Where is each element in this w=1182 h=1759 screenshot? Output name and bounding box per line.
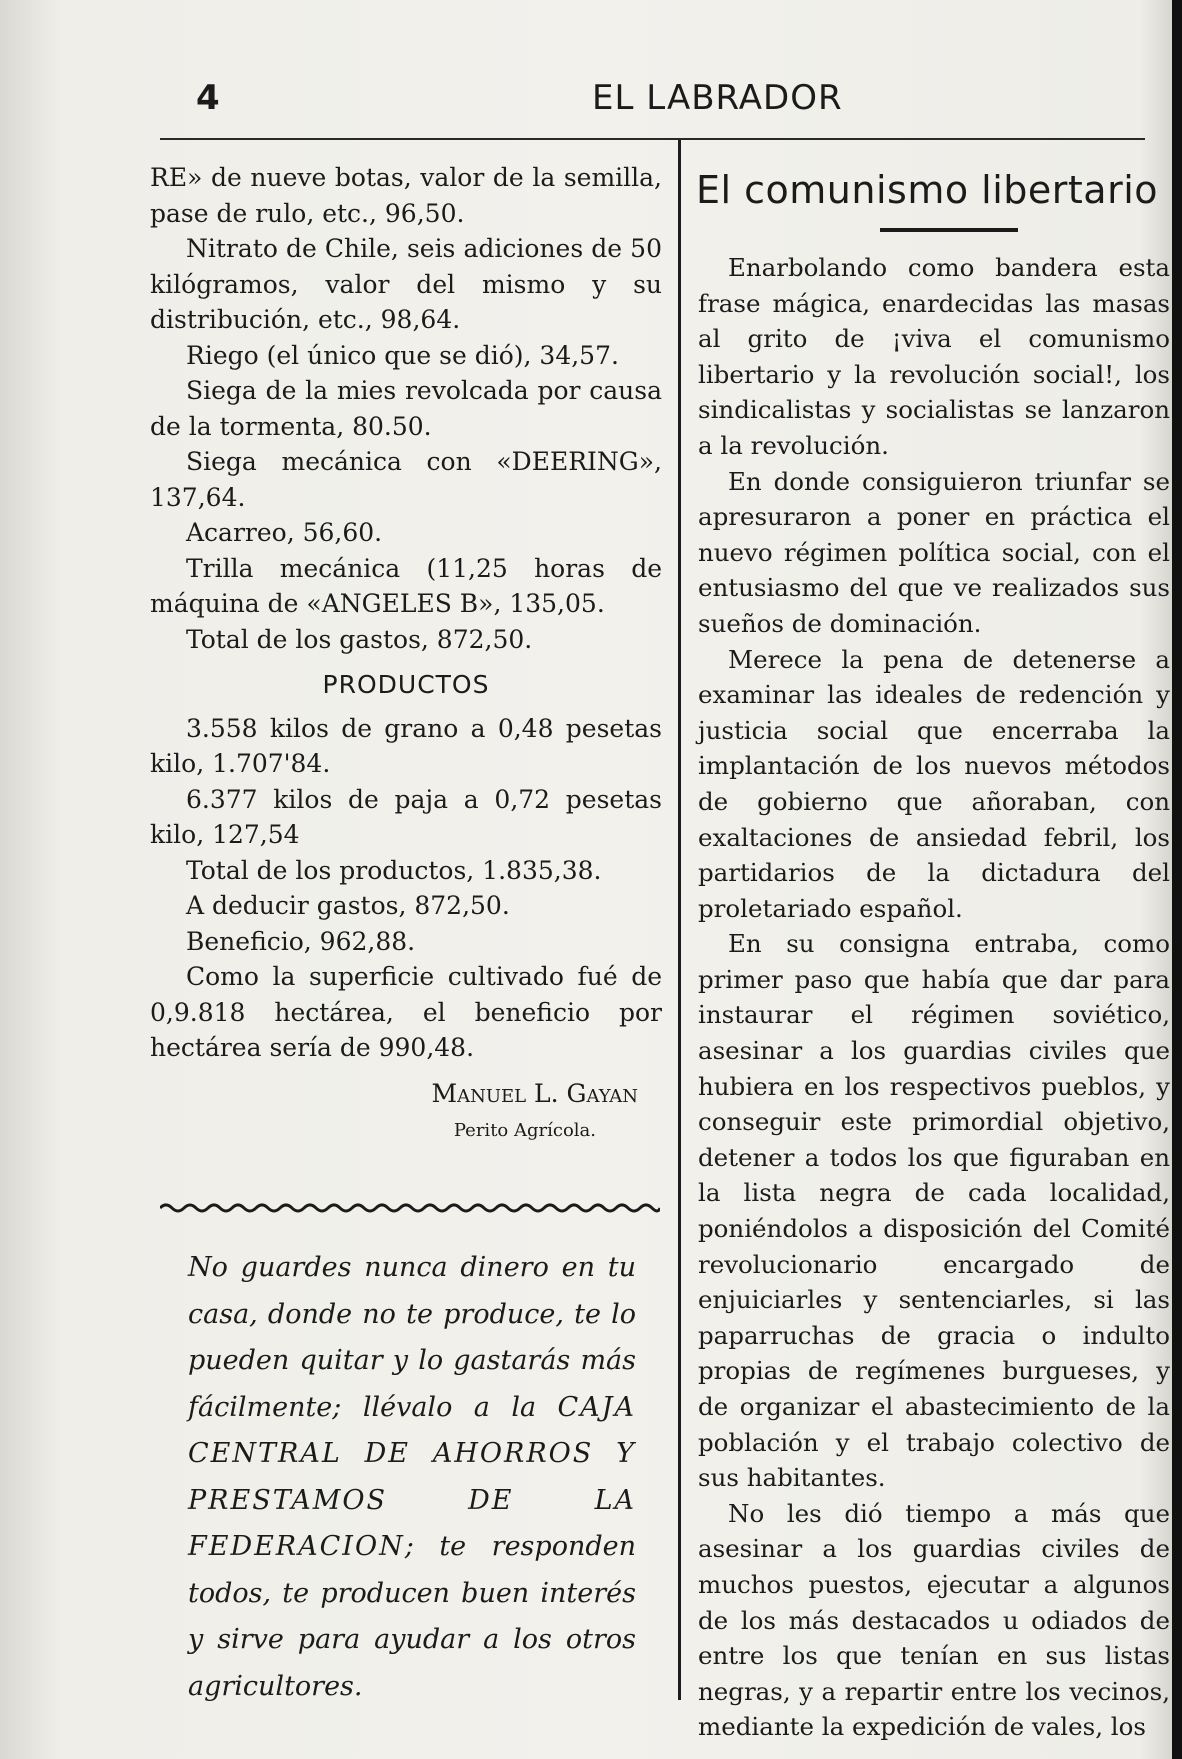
article-paragraph: En donde consiguieron triunfar se apresuraron a poner en práctica el nuevo régimen política social, con el entusiasmo del que ve realizados sus sueños de dominación. bbox=[698, 466, 1170, 638]
right-column bbox=[698, 250, 1170, 1745]
profit: Beneficio, 962,88. bbox=[186, 926, 416, 956]
product-item: 3.558 kilos de grano a 0,48 pesetas kilo, 1.707'84. bbox=[150, 713, 662, 778]
expense-item: Trilla mecánica (11,25 horas de máquina de «ANGELES B», 135,05. bbox=[150, 553, 662, 618]
expense-item: Siega de la mies revolcada por causa de la tormenta, 80.50. bbox=[150, 376, 662, 441]
header-rule bbox=[160, 138, 1145, 140]
title-underline bbox=[880, 228, 1018, 232]
profit-per-hectare: Como la superficie cultivado fué de 0,9.818 hectárea, el beneficio por hectárea sería de 990,48. bbox=[150, 962, 662, 1062]
deduct-expenses: A deducir gastos, 872,50. bbox=[186, 891, 510, 920]
page-number: 4 bbox=[196, 78, 220, 118]
wavy-divider bbox=[160, 1200, 660, 1220]
masthead-title: EL LABRADOR bbox=[592, 78, 843, 118]
article-title: El comunismo libertario bbox=[696, 168, 1159, 212]
expense-total: Total de los gastos, 872,50. bbox=[186, 624, 533, 654]
article-paragraph: En su consigna entraba, como primer paso que había que dar para instaurar el régimen soviético, asesinar a los guardias civiles que hubiera en los respectivos pueblos, y conseguir este primordial objetivo, detener a todos los que figuraban en la lista negra de cada localidad, poniéndolos a disposición del Comité revolucionario encargado de enjuiciarles y sentenciarles, si las paparruchas de gracia o indulto propias de regímenes burgueses, y de organizar el abastecimiento de la población y el trabajo colectivo de sus habitantes. bbox=[698, 929, 1170, 1493]
notice-text: ; te responden todos, te producen buen interés y sirve para ayudar a los otros agricultores. bbox=[188, 1531, 636, 1702]
expense-item: Nitrato de Chile, seis adiciones de 50 kilógramos, valor del mismo y su distribución, etc., 98,64. bbox=[150, 234, 662, 334]
notice-text: No guardes nunca dinero en tu casa, donde no te produce, te lo pueden quitar y lo gastarás más fácilmente; llévalo a la bbox=[188, 1252, 636, 1423]
author-role: Perito Agrícola. bbox=[453, 1120, 596, 1141]
product-item: 6.377 kilos de paja a 0,72 pesetas kilo, 127,54 bbox=[150, 784, 662, 849]
expense-item: Riego (el único que se dió), 34,57. bbox=[186, 340, 619, 370]
notice-institution: CAJA CENTRAL DE AHORROS Y PRESTAMOS DE LA FEDERACION bbox=[188, 1391, 636, 1562]
author-name: Manuel L. Gayan bbox=[431, 1078, 638, 1108]
savings-notice bbox=[188, 1245, 636, 1710]
left-column bbox=[150, 160, 662, 1149]
expense-item: Acarreo, 56,60. bbox=[186, 518, 383, 547]
expense-item: Siega mecánica con «DEERING», 137,64. bbox=[150, 447, 662, 512]
article-paragraph: No les dió tiempo a más que asesinar a los guardias civiles de muchos puestos, ejecutar a algunos de los más destacados u odiados de entre los que tenían en sus listas negras, y a repartir entre los vecinos, mediante la expedición de vales, los bbox=[698, 1498, 1170, 1742]
article-paragraph: Enarbolando como bandera esta frase mágica, enardecidas las masas al grito de ¡viva el comunismo libertario y la revolución social!, los sindicalistas y socialistas se lanzaron a la revolución. bbox=[698, 253, 1170, 460]
text-line: RE» de nueve botas, valor de la semilla, pase de rulo, etc., 96,50. bbox=[150, 163, 662, 228]
page-header bbox=[160, 78, 1160, 128]
article-paragraph: Merece la pena de detenerse a examinar las ideales de redención y justicia social que encerraba la implantación de los nuevos métodos de gobierno que añoraban, con exaltaciones de ansiedad febril, los partidarios de la dictadura del proletariado español. bbox=[698, 644, 1170, 923]
page-edge-shadow bbox=[1172, 0, 1182, 1759]
product-total: Total de los productos, 1.835,38. bbox=[186, 855, 602, 885]
column-divider bbox=[678, 140, 681, 1700]
products-heading: PRODUCTOS bbox=[322, 670, 490, 699]
